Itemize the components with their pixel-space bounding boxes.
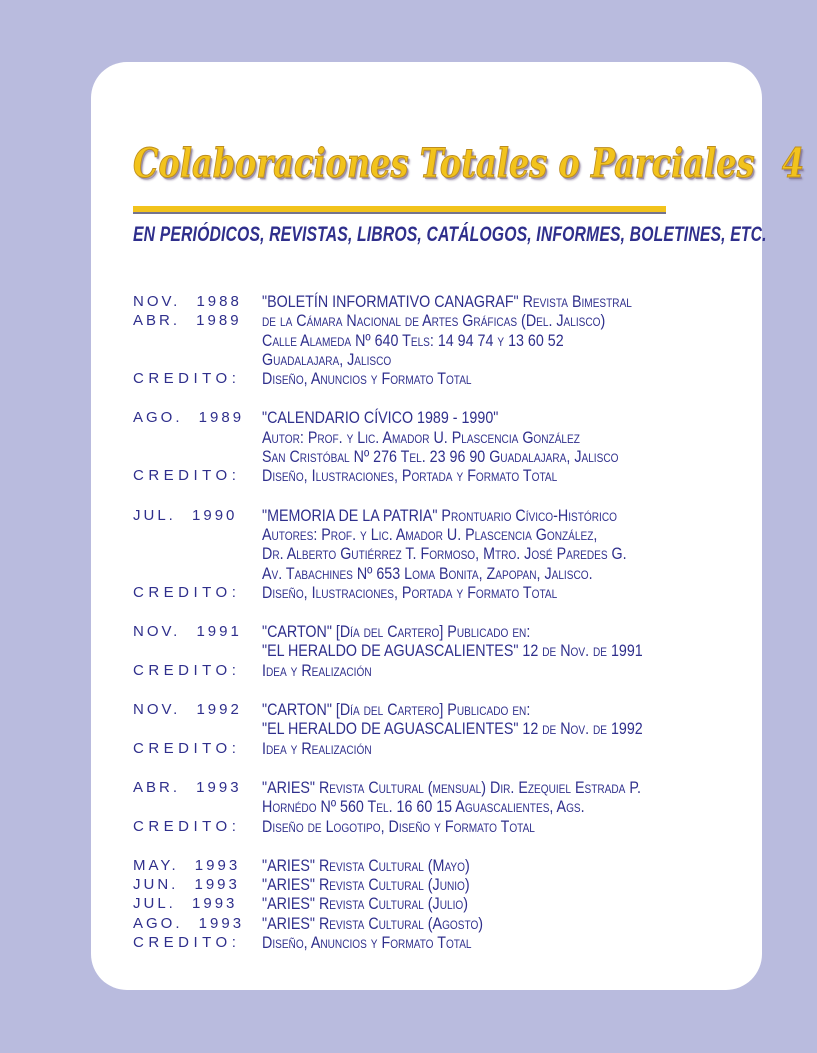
entry-text: "ARIES" Revista Cultural (Junio) bbox=[262, 875, 470, 895]
entry-row bbox=[133, 447, 732, 466]
entry bbox=[133, 506, 732, 602]
entry-row bbox=[133, 641, 732, 660]
entry-row bbox=[133, 506, 732, 525]
entry-text: Calle Alameda Nº 640 Tels: 14 94 74 y 13 60 52 bbox=[262, 330, 564, 350]
credit-row bbox=[133, 817, 732, 836]
entry-date bbox=[133, 447, 262, 466]
entry-text: "CARTON" [Día del Cartero] Publicado en: bbox=[262, 700, 531, 720]
entry-text: Dr. Alberto Gutiérrez T. Formoso, Mtro. José Paredes G. bbox=[262, 544, 627, 564]
credit-text: Diseño, Ilustraciones, Portada y Formato Total bbox=[262, 466, 558, 486]
entry-row bbox=[133, 292, 732, 311]
credit-row bbox=[133, 466, 732, 485]
entry-row bbox=[133, 914, 732, 933]
entry-text: "ARIES" Revista Cultural (Mayo) bbox=[262, 855, 470, 875]
entry-text: Autor: Prof. y Lic. Amador U. Plascencia González bbox=[262, 427, 580, 447]
page-title bbox=[133, 136, 805, 192]
credit-text: Diseño, Anuncios y Formato Total bbox=[262, 933, 472, 953]
entry-row bbox=[133, 700, 732, 719]
credit-row bbox=[133, 583, 732, 602]
entry-row bbox=[133, 622, 732, 641]
entry-date bbox=[133, 525, 262, 544]
entry-row bbox=[133, 797, 732, 816]
entry-text: "EL HERALDO DE AGUASCALIENTES" 12 de Nov. de 1991 bbox=[262, 641, 643, 661]
credit-label: CREDITO: bbox=[133, 467, 241, 485]
entry-text: "CALENDARIO CÍVICO 1989 - 1990" bbox=[262, 408, 499, 428]
entry-row bbox=[133, 894, 732, 913]
entry-date bbox=[133, 797, 262, 816]
entry-text: Av. Tabachines Nº 653 Loma Bonita, Zapopan, Jalisco. bbox=[262, 563, 593, 583]
entry-text: Autores: Prof. y Lic. Amador U. Plascencia González, bbox=[262, 524, 598, 544]
page-subtitle: EN PERIÓDICOS, REVISTAS, LIBROS, CATÁLOGOS, INFORMES, BOLETINES, ETC. bbox=[133, 223, 767, 246]
credit-label: CREDITO: bbox=[133, 739, 241, 757]
credit-text: Diseño de Logotipo, Diseño y Formato Total bbox=[262, 816, 535, 836]
page-title-text: Colaboraciones Totales o Parciales bbox=[133, 140, 755, 187]
entry-text: de la Cámara Nacional de Artes Gráficas (Del. Jalisco) bbox=[262, 311, 606, 331]
credit-text: Idea y Realización bbox=[262, 738, 372, 758]
entry-text: "ARIES" Revista Cultural (Agosto) bbox=[262, 913, 484, 933]
entry-row bbox=[133, 350, 732, 369]
credit-label: CREDITO: bbox=[133, 661, 241, 679]
entry bbox=[133, 778, 732, 836]
entry-date: ABR. 1993 bbox=[133, 778, 242, 796]
entry-text: San Cristóbal Nº 276 Tel. 23 96 90 Guadalajara, Jalisco bbox=[262, 447, 619, 467]
entry-date bbox=[133, 564, 262, 583]
entry-row bbox=[133, 311, 732, 330]
credit-text: Diseño, Anuncios y Formato Total bbox=[262, 369, 472, 389]
entry-date bbox=[133, 544, 262, 563]
entry-date bbox=[133, 719, 262, 738]
entry-date: MAY. 1993 bbox=[133, 856, 241, 874]
entry-text: "BOLETÍN INFORMATIVO CANAGRAF" Revista Bimestral bbox=[262, 292, 632, 311]
entry-row bbox=[133, 875, 732, 894]
entry-text: "MEMORIA DE LA PATRIA" Prontuario Cívico-Histórico bbox=[262, 505, 617, 525]
entry-row bbox=[133, 856, 732, 875]
entry bbox=[133, 622, 732, 680]
entry-date bbox=[133, 331, 262, 350]
entry-date: ABR. 1989 bbox=[133, 312, 242, 330]
entry-row bbox=[133, 778, 732, 797]
entry-date: NOV. 1991 bbox=[133, 623, 242, 641]
entry-row bbox=[133, 408, 732, 427]
entry-text: "EL HERALDO DE AGUASCALIENTES" 12 de Nov. de 1992 bbox=[262, 719, 643, 739]
entry-date: NOV. 1988 bbox=[133, 293, 242, 310]
entry-text: Hornédo Nº 560 Tel. 16 60 15 Aguascalientes, Ags. bbox=[262, 797, 585, 817]
entry-row bbox=[133, 719, 732, 738]
entry bbox=[133, 700, 732, 758]
entry-row bbox=[133, 564, 732, 583]
credit-row bbox=[133, 661, 732, 680]
page-number: 4 bbox=[781, 140, 805, 187]
credit-label: CREDITO: bbox=[133, 817, 241, 835]
entry bbox=[133, 292, 732, 388]
credit-label: CREDITO: bbox=[133, 370, 241, 388]
entry-date: JUL. 1990 bbox=[133, 506, 238, 524]
credit-text: Diseño, Ilustraciones, Portada y Formato Total bbox=[262, 582, 558, 602]
credit-row bbox=[133, 933, 732, 952]
credit-label: CREDITO: bbox=[133, 583, 241, 601]
entry-row bbox=[133, 544, 732, 563]
entry-date bbox=[133, 350, 262, 369]
entry-text: "ARIES" Revista Cultural (mensual) Dir. Ezequiel Estrada P. bbox=[262, 777, 641, 797]
document-card bbox=[91, 62, 805, 990]
entry-date: NOV. 1992 bbox=[133, 701, 242, 719]
entry-text: "ARIES" Revista Cultural (Julio) bbox=[262, 894, 468, 914]
credit-row bbox=[133, 739, 732, 758]
entries-list bbox=[133, 292, 732, 952]
entry bbox=[133, 856, 732, 952]
entry-row bbox=[133, 331, 732, 350]
entry-date bbox=[133, 428, 262, 447]
entry-date: JUN. 1993 bbox=[133, 876, 240, 894]
entry-row bbox=[133, 428, 732, 447]
credit-text: Idea y Realización bbox=[262, 660, 372, 680]
credit-row bbox=[133, 369, 732, 388]
gold-divider bbox=[133, 206, 666, 212]
entry-date bbox=[133, 641, 262, 660]
credit-label: CREDITO: bbox=[133, 934, 241, 952]
entry bbox=[133, 408, 732, 485]
entry-date: AGO. 1993 bbox=[133, 914, 245, 932]
entry-date: JUL. 1993 bbox=[133, 895, 238, 913]
entry-text: Guadalajara, Jalisco bbox=[262, 349, 392, 369]
entry-date: AGO. 1989 bbox=[133, 409, 245, 427]
entry-text: "CARTON" [Día del Cartero] Publicado en: bbox=[262, 622, 531, 642]
entry-row bbox=[133, 525, 732, 544]
